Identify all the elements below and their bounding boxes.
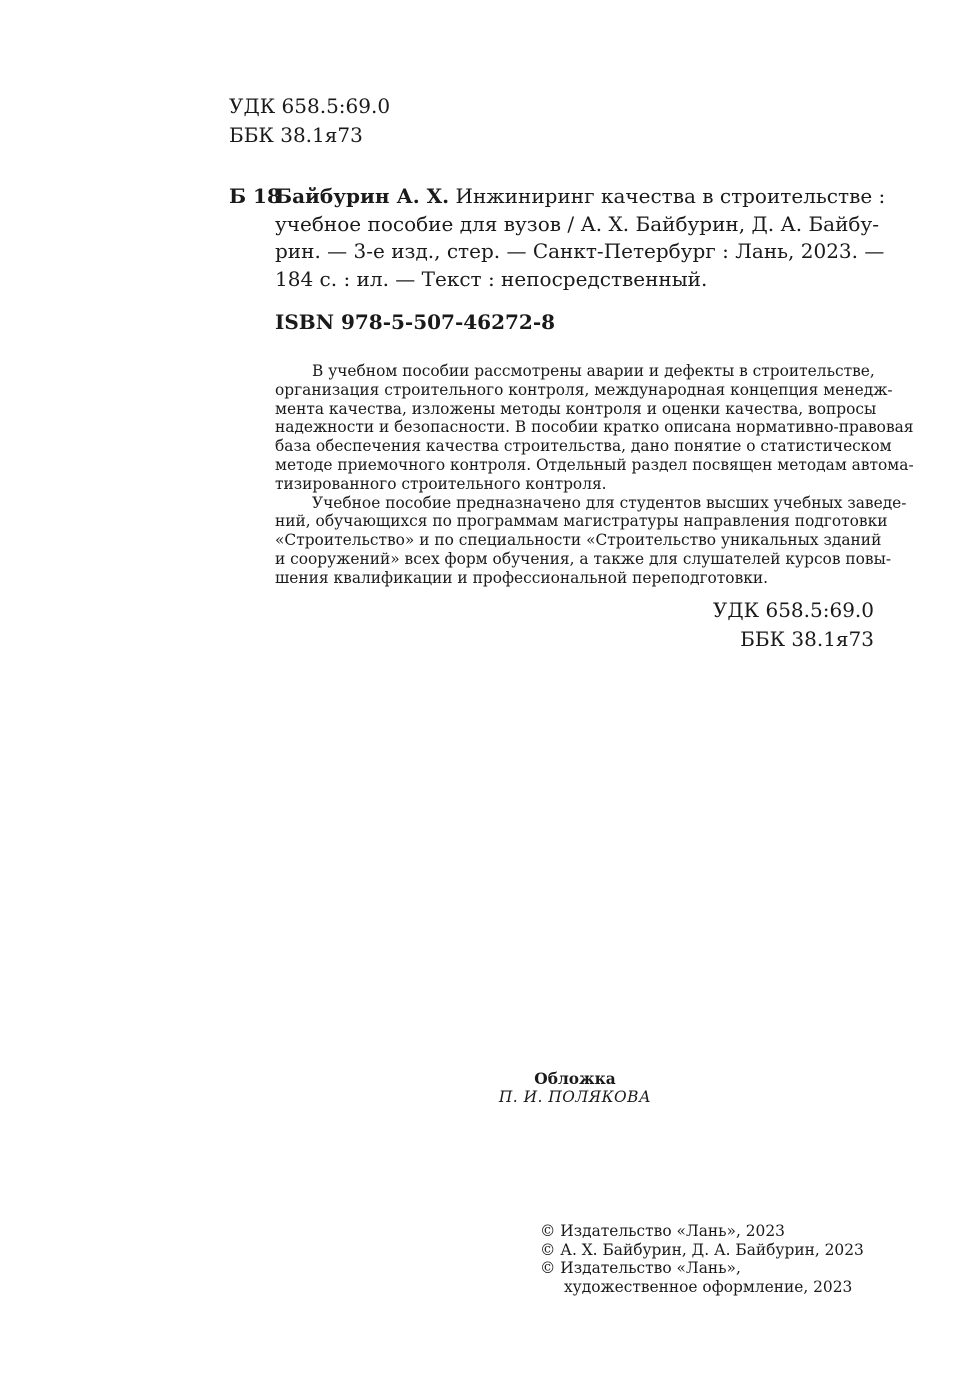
udk-code: УДК 658.5:69.0: [229, 94, 391, 118]
cover-label: Обложка: [534, 1070, 616, 1088]
udk-code: УДК 658.5:69.0: [712, 598, 874, 622]
cover-designer: П. И. ПОЛЯКОВА: [498, 1088, 652, 1106]
biblio-line-3: рин. — 3-е изд., стер. — Санкт-Петербург : Лань, 2023. —: [275, 239, 885, 263]
biblio-line-2: учебное пособие для вузов / А. Х. Байбурин, Д. А. Байбу-: [275, 211, 879, 236]
bibliographic-entry: [229, 183, 886, 293]
copyright-line: © А. Х. Байбурин, Д. А. Байбурин, 2023: [540, 1240, 864, 1259]
annotation: [275, 362, 914, 588]
author-name: Байбурин А. Х.: [275, 184, 450, 208]
annotation-line: В учебном пособии рассмотрены аварии и дефекты в строительстве,: [312, 362, 875, 380]
annotation-line: база обеспечения качества строительства, дано понятие о статистическом: [275, 437, 892, 456]
copyright-line: © Издательство «Лань»,: [540, 1259, 741, 1277]
author-cipher: Б 18: [229, 184, 281, 208]
copyright-line: © Издательство «Лань», 2023: [540, 1222, 785, 1240]
bbk-code: ББК 38.1я73: [229, 123, 363, 147]
annotation-line: методе приемочного контроля. Отдельный раздел посвящен методам автома-: [275, 455, 914, 474]
biblio-line-4: 184 с. : ил. — Текст : непосредственный.: [275, 266, 708, 291]
annotation-line: шения квалификации и профессиональной переподготовки.: [275, 568, 769, 587]
copyright-block: [540, 1222, 864, 1296]
annotation-line: организация строительного контроля, международная концепция менедж-: [275, 380, 893, 399]
copyright-line: художественное оформление, 2023: [564, 1277, 853, 1296]
annotation-line: ний, обучающихся по программам магистратуры направления подготовки: [275, 512, 888, 531]
bibliographic-description: [275, 183, 886, 293]
classification-codes-bottom: [600, 596, 874, 654]
annotation-line: «Строительство» и по специальности «Строительство уникальных зданий: [275, 531, 882, 550]
classification-codes-top: [229, 92, 390, 150]
isbn: ISBN 978-5-507-46272-8: [275, 310, 556, 334]
annotation-line: мента качества, изложены методы контроля и оценки качества, вопросы: [275, 399, 877, 418]
annotation-line: и сооружений» всех форм обучения, а также для слушателей курсов повы-: [275, 549, 892, 568]
annotation-line: надежности и безопасности. В пособии кратко описана нормативно-правовая: [275, 418, 914, 437]
book-title: Инжиниринг качества в строительстве :: [449, 184, 886, 208]
cover-credit: [470, 1070, 680, 1106]
annotation-line: тизированного строительного контроля.: [275, 474, 607, 493]
biblio-line-1: [275, 183, 886, 211]
bbk-code: ББК 38.1я73: [740, 627, 874, 651]
annotation-line: Учебное пособие предназначено для студентов высших учебных заведе-: [312, 493, 907, 512]
